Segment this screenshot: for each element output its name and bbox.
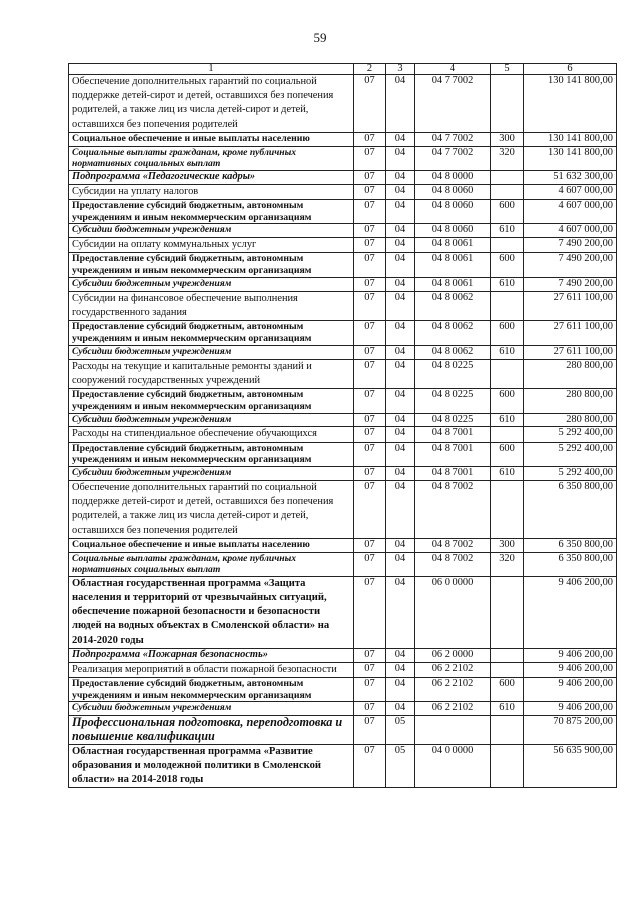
section-code-cell: 07 [354,388,386,413]
target-article-cell: 04 8 7002 [415,480,491,538]
amount-cell: 5 292 400,00 [524,427,617,442]
expense-type-cell [491,716,524,745]
row-name-cell: Расходы на стипендиальное обеспечение обучающихся [69,427,354,442]
expense-type-cell: 600 [491,442,524,467]
row-name-cell: Субсидии на финансовое обеспечение выполнения государственного задания [69,291,354,320]
target-article-cell: 06 2 2102 [415,677,491,702]
row-name-cell: Субсидии бюджетным учреждениям [69,413,354,427]
expense-type-cell [491,75,524,133]
subsection-code-cell: 04 [386,648,415,662]
row-name-cell: Субсидии бюджетным учреждениям [69,224,354,238]
table-row [69,427,617,442]
subsection-code-cell: 04 [386,170,415,184]
expense-type-cell [491,359,524,388]
expense-type-cell [491,427,524,442]
subsection-code-cell: 04 [386,388,415,413]
amount-cell: 280 800,00 [524,359,617,388]
subsection-code-cell: 04 [386,677,415,702]
expense-type-cell [491,576,524,648]
expense-type-cell [491,480,524,538]
subsection-code-cell: 04 [386,277,415,291]
expense-type-cell [491,238,524,253]
target-article-cell: 04 8 7002 [415,552,491,576]
amount-cell: 5 292 400,00 [524,467,617,481]
section-code-cell: 07 [354,238,386,253]
table-row [69,538,617,552]
table-row [69,744,617,788]
row-name-cell: Социальные выплаты гражданам, кроме публичных нормативных социальных выплат [69,146,354,170]
row-name-cell: Реализация мероприятий в области пожарной безопасности [69,662,354,677]
section-code-cell: 07 [354,345,386,359]
subsection-code-cell: 04 [386,184,415,199]
subsection-code-cell: 04 [386,132,415,146]
header-row [69,64,617,75]
subsection-code-cell: 04 [386,321,415,346]
amount-cell: 7 490 200,00 [524,253,617,278]
subsection-code-cell: 04 [386,480,415,538]
target-article-cell: 06 2 0000 [415,648,491,662]
section-code-cell: 07 [354,467,386,481]
row-name-cell: Субсидии бюджетным учреждениям [69,277,354,291]
table-row [69,552,617,576]
subsection-code-cell: 04 [386,702,415,716]
subsection-code-cell: 04 [386,224,415,238]
target-article-cell: 04 8 7001 [415,442,491,467]
table-body [69,75,617,788]
target-article-cell: 04 8 0225 [415,413,491,427]
row-name-cell: Социальное обеспечение и иные выплаты населению [69,132,354,146]
subsection-code-cell: 04 [386,538,415,552]
amount-cell: 27 611 100,00 [524,345,617,359]
subsection-code-cell: 04 [386,238,415,253]
amount-cell: 6 350 800,00 [524,480,617,538]
table-row [69,359,617,388]
amount-cell: 51 632 300,00 [524,170,617,184]
subsection-code-cell: 04 [386,146,415,170]
target-article-cell: 04 8 0060 [415,184,491,199]
section-code-cell: 07 [354,170,386,184]
amount-cell: 280 800,00 [524,413,617,427]
amount-cell: 4 607 000,00 [524,199,617,224]
target-article-cell: 04 8 7001 [415,427,491,442]
subsection-code-cell: 04 [386,427,415,442]
section-code-cell: 07 [354,291,386,320]
table-row [69,345,617,359]
page-number: 59 [313,30,327,45]
expense-type-cell: 300 [491,132,524,146]
row-name-cell: Субсидии на уплату налогов [69,184,354,199]
subsection-code-cell: 04 [386,442,415,467]
section-code-cell: 07 [354,359,386,388]
row-name-cell: Предоставление субсидий бюджетным, автономным учреждениям и иным некоммерческим организациям [69,442,354,467]
section-code-cell: 07 [354,427,386,442]
section-code-cell: 07 [354,132,386,146]
table-row [69,480,617,538]
subsection-code-cell: 04 [386,413,415,427]
section-code-cell: 07 [354,716,386,745]
table-row [69,576,617,648]
expense-type-cell: 610 [491,224,524,238]
subsection-code-cell: 04 [386,75,415,133]
target-article-cell: 04 8 0061 [415,277,491,291]
section-code-cell: 07 [354,576,386,648]
header-cell: 2 [354,64,386,75]
target-article-cell: 04 0 0000 [415,744,491,788]
section-code-cell: 07 [354,677,386,702]
section-code-cell: 07 [354,662,386,677]
target-article-cell: 04 7 7002 [415,132,491,146]
expense-type-cell: 610 [491,413,524,427]
row-name-cell: Социальное обеспечение и иные выплаты населению [69,538,354,552]
target-article-cell: 04 8 0225 [415,388,491,413]
section-code-cell: 07 [354,146,386,170]
amount-cell: 9 406 200,00 [524,662,617,677]
row-name-cell: Предоставление субсидий бюджетным, автономным учреждениям и иным некоммерческим организациям [69,388,354,413]
expense-type-cell [491,744,524,788]
target-article-cell: 04 8 0060 [415,224,491,238]
table-row [69,413,617,427]
target-article-cell: 04 8 0061 [415,238,491,253]
table-row [69,199,617,224]
section-code-cell: 07 [354,321,386,346]
expense-type-cell: 610 [491,702,524,716]
expense-type-cell: 600 [491,199,524,224]
target-article-cell: 04 8 7002 [415,538,491,552]
target-article-cell: 04 8 0062 [415,321,491,346]
subsection-code-cell: 04 [386,576,415,648]
row-name-cell: Расходы на текущие и капитальные ремонты зданий и сооружений государственных учреждений [69,359,354,388]
table-row [69,224,617,238]
row-name-cell: Субсидии бюджетным учреждениям [69,702,354,716]
row-name-cell: Субсидии на оплату коммунальных услуг [69,238,354,253]
amount-cell: 7 490 200,00 [524,238,617,253]
amount-cell: 6 350 800,00 [524,552,617,576]
row-name-cell: Предоставление субсидий бюджетным, автономным учреждениям и иным некоммерческим организациям [69,677,354,702]
section-code-cell: 07 [354,75,386,133]
amount-cell: 9 406 200,00 [524,576,617,648]
section-code-cell: 07 [354,702,386,716]
table-row [69,75,617,133]
table-row [69,662,617,677]
target-article-cell: 06 2 2102 [415,662,491,677]
row-name-cell: Предоставление субсидий бюджетным, автономным учреждениям и иным некоммерческим организациям [69,321,354,346]
row-name-cell: Областная государственная программа «Защита населения и территорий от чрезвычайных ситуаций, обеспечение пожарной безопасности и безопасности людей на водных объектах в Смоленской области» на 2014-2020 годы [69,576,354,648]
table-row [69,146,617,170]
subsection-code-cell: 04 [386,199,415,224]
header-cell: 4 [415,64,491,75]
amount-cell: 7 490 200,00 [524,277,617,291]
expense-type-cell: 610 [491,467,524,481]
section-code-cell: 07 [354,442,386,467]
table-row [69,253,617,278]
row-name-cell: Подпрограмма «Пожарная безопасность» [69,648,354,662]
section-code-cell: 07 [354,648,386,662]
target-article-cell: 06 2 2102 [415,702,491,716]
target-article-cell: 04 8 0062 [415,345,491,359]
row-name-cell: Предоставление субсидий бюджетным, автономным учреждениям и иным некоммерческим организациям [69,253,354,278]
row-name-cell: Субсидии бюджетным учреждениям [69,345,354,359]
table-row [69,321,617,346]
budget-table [68,63,617,788]
target-article-cell: 04 8 0000 [415,170,491,184]
amount-cell: 27 611 100,00 [524,321,617,346]
header-cell: 6 [524,64,617,75]
expense-type-cell: 610 [491,277,524,291]
section-code-cell: 07 [354,224,386,238]
row-name-cell: Областная государственная программа «Развитие образования и молодежной политики в Смоленской области» на 2014-2018 годы [69,744,354,788]
table-row [69,467,617,481]
expense-type-cell: 320 [491,552,524,576]
amount-cell: 130 141 800,00 [524,132,617,146]
table-row [69,442,617,467]
target-article-cell: 04 7 7002 [415,75,491,133]
table-row [69,184,617,199]
table-row [69,388,617,413]
amount-cell: 4 607 000,00 [524,184,617,199]
amount-cell: 130 141 800,00 [524,75,617,133]
expense-type-cell: 610 [491,345,524,359]
header-cell: 3 [386,64,415,75]
section-code-cell: 07 [354,744,386,788]
target-article-cell: 04 8 0061 [415,253,491,278]
expense-type-cell [491,184,524,199]
row-name-cell: Обеспечение дополнительных гарантий по социальной поддержке детей-сирот и детей, оставшихся без попечения родителей, а также лиц из числа детей-сирот и детей, оставшихся без попечения родителей [69,75,354,133]
target-article-cell [415,716,491,745]
row-name-cell: Подпрограмма «Педагогические кадры» [69,170,354,184]
subsection-code-cell: 04 [386,291,415,320]
amount-cell: 6 350 800,00 [524,538,617,552]
target-article-cell: 04 8 0062 [415,291,491,320]
row-name-cell: Обеспечение дополнительных гарантий по социальной поддержке детей-сирот и детей, оставшихся без попечения родителей, а также лиц из числа детей-сирот и детей, оставшихся без попечения родителей [69,480,354,538]
section-code-cell: 07 [354,413,386,427]
expense-type-cell [491,648,524,662]
section-code-cell: 07 [354,253,386,278]
expense-type-cell [491,170,524,184]
expense-type-cell: 600 [491,321,524,346]
table-row [69,238,617,253]
subsection-code-cell: 05 [386,716,415,745]
subsection-code-cell: 05 [386,744,415,788]
target-article-cell: 04 8 0060 [415,199,491,224]
subsection-code-cell: 04 [386,467,415,481]
expense-type-cell: 600 [491,677,524,702]
header-cell: 5 [491,64,524,75]
row-name-cell: Субсидии бюджетным учреждениям [69,467,354,481]
table-row [69,677,617,702]
section-code-cell: 07 [354,538,386,552]
table-row [69,702,617,716]
row-name-cell: Профессиональная подготовка, переподготовка и повышение квалификации [69,716,354,745]
subsection-code-cell: 04 [386,345,415,359]
target-article-cell: 04 8 0225 [415,359,491,388]
target-article-cell: 06 0 0000 [415,576,491,648]
amount-cell: 130 141 800,00 [524,146,617,170]
table-row [69,291,617,320]
amount-cell: 9 406 200,00 [524,702,617,716]
expense-type-cell: 600 [491,253,524,278]
table-row [69,277,617,291]
target-article-cell: 04 8 7001 [415,467,491,481]
expense-type-cell: 320 [491,146,524,170]
section-code-cell: 07 [354,277,386,291]
table-row [69,648,617,662]
section-code-cell: 07 [354,184,386,199]
subsection-code-cell: 04 [386,253,415,278]
amount-cell: 280 800,00 [524,388,617,413]
amount-cell: 70 875 200,00 [524,716,617,745]
row-name-cell: Социальные выплаты гражданам, кроме публичных нормативных социальных выплат [69,552,354,576]
expense-type-cell: 300 [491,538,524,552]
amount-cell: 4 607 000,00 [524,224,617,238]
amount-cell: 27 611 100,00 [524,291,617,320]
subsection-code-cell: 04 [386,662,415,677]
section-code-cell: 07 [354,552,386,576]
row-name-cell: Предоставление субсидий бюджетным, автономным учреждениям и иным некоммерческим организациям [69,199,354,224]
expense-type-cell [491,291,524,320]
table-row [69,132,617,146]
table-row [69,716,617,745]
subsection-code-cell: 04 [386,552,415,576]
table-row [69,170,617,184]
header-cell: 1 [69,64,354,75]
subsection-code-cell: 04 [386,359,415,388]
amount-cell: 5 292 400,00 [524,442,617,467]
section-code-cell: 07 [354,480,386,538]
amount-cell: 9 406 200,00 [524,648,617,662]
amount-cell: 9 406 200,00 [524,677,617,702]
target-article-cell: 04 7 7002 [415,146,491,170]
expense-type-cell [491,662,524,677]
amount-cell: 56 635 900,00 [524,744,617,788]
section-code-cell: 07 [354,199,386,224]
expense-type-cell: 600 [491,388,524,413]
